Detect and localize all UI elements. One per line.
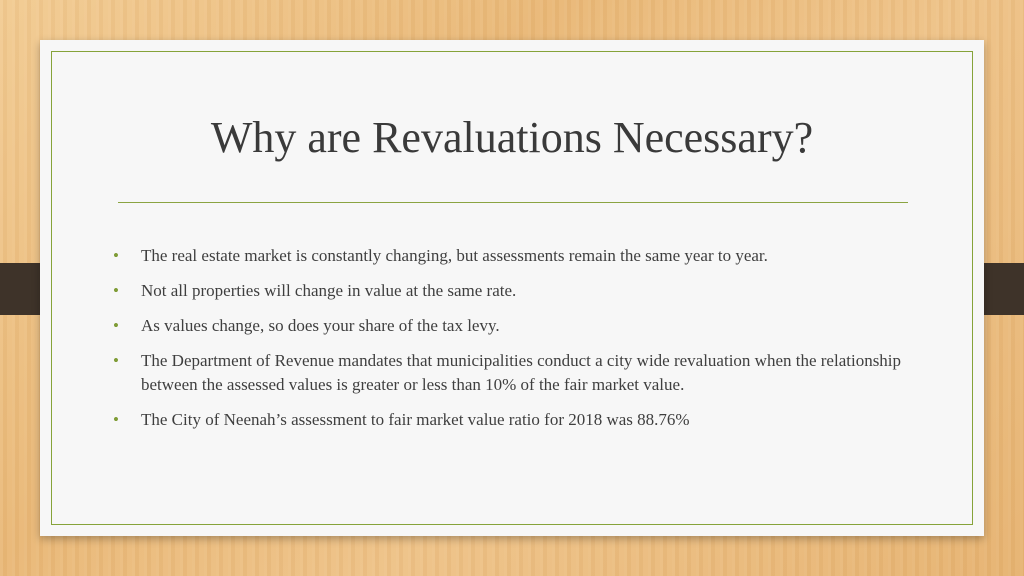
bullet-text: The City of Neenah’s assessment to fair market value ratio for 2018 was 88.76% [141, 410, 690, 429]
bullet-text: Not all properties will change in value at the same rate. [141, 281, 517, 300]
bullet-item [112, 349, 912, 397]
bullet-icon: • [113, 316, 119, 335]
bullet-icon: • [113, 246, 119, 265]
bullet-icon: • [113, 410, 119, 429]
title-divider [118, 202, 908, 203]
bullet-item [112, 408, 912, 432]
bullet-icon: • [113, 351, 119, 370]
slide-card [40, 40, 984, 536]
bullet-item [112, 314, 912, 338]
bullet-list [112, 244, 912, 443]
bullet-text: The real estate market is constantly changing, but assessments remain the same year to year. [141, 246, 768, 265]
bullet-text: As values change, so does your share of the tax levy. [141, 316, 500, 335]
bullet-item [112, 244, 912, 268]
bullet-icon: • [113, 281, 119, 300]
bullet-text: The Department of Revenue mandates that municipalities conduct a city wide revaluation when the relationship between the assessed values is greater or less than 10% of the fair market value. [141, 351, 902, 394]
bullet-item [112, 279, 912, 303]
slide-title: Why are Revaluations Necessary? [210, 113, 814, 162]
